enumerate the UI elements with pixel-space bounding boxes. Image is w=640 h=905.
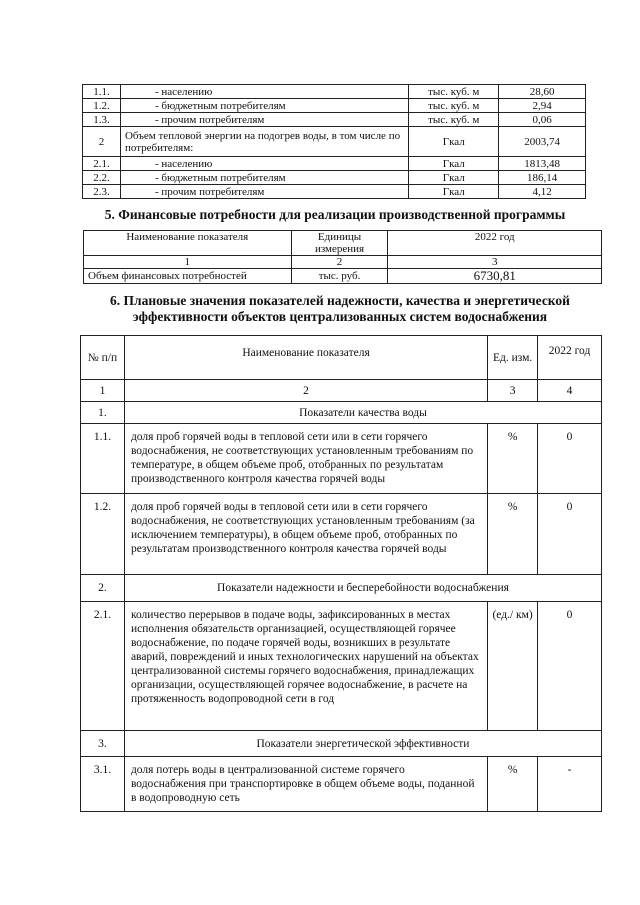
row-unit: тыс. куб. м (409, 113, 499, 127)
section-number: 2. (81, 575, 125, 602)
row-number: 1.2. (83, 99, 121, 113)
section-title: Показатели надежности и бесперебойности водоснабжения (124, 575, 601, 602)
row-unit: тыс. куб. м (409, 99, 499, 113)
row-value: 0 (538, 424, 602, 494)
section-number: 3. (81, 731, 125, 757)
table-row (83, 171, 586, 185)
water-volume-table (82, 84, 586, 199)
section-6-title: 6. Плановые значения показателей надежности, качества и энергетической эффективности объектов централизованных систем водоснабжения (110, 293, 570, 324)
row-value: 1813,48 (499, 157, 586, 171)
row-number: 3.1. (81, 757, 125, 812)
row-value: 0 (538, 602, 602, 731)
section-number: 1. (81, 402, 125, 424)
column-header-name: Наименование показателя (84, 231, 292, 256)
row-number: 2 (83, 127, 121, 157)
row-number: 1.3. (83, 113, 121, 127)
column-index: 4 (538, 380, 602, 402)
row-number: 1.2. (81, 494, 125, 575)
column-index: 1 (81, 380, 125, 402)
index-row (81, 380, 602, 402)
row-number: 2.1. (81, 602, 125, 731)
row-name: - населению (120, 157, 408, 171)
section-row (81, 402, 602, 424)
row-value: 28,60 (499, 85, 586, 99)
header-row (84, 231, 602, 256)
column-header-name: Наименование показателя (124, 336, 487, 380)
row-unit: % (488, 757, 538, 812)
row-name: - населению (120, 85, 408, 99)
column-index: 3 (388, 256, 602, 269)
row-unit: тыс. руб. (291, 269, 388, 284)
table-row (84, 269, 602, 284)
column-header-num: № п/п (81, 336, 125, 380)
column-header-unit: Ед. изм. (488, 336, 538, 380)
column-header-year: 2022 год (388, 231, 602, 256)
table-row (81, 424, 602, 494)
row-unit: (ед./ км) (488, 602, 538, 731)
row-text: количество перерывов в подаче воды, зафиксированных в местах исполнения обязательств организацией, осуществляющей горячее водоснабжение, по подаче горячей воды, возникших в результате аварий, повреждений и иных технологических нарушений на объектах централизованной системы горячего водоснабжения, принадлежащих организации, осуществляющей горячее водоснабжение, в расчете на протяженность водопроводной сети в год (124, 602, 487, 731)
table-row (83, 113, 586, 127)
indicators-table (80, 335, 602, 812)
header-row (81, 336, 602, 380)
row-text: доля потерь воды в централизованной системе горячего водоснабжения при транспортировке в общем объеме воды, поданной в водопроводную сеть (124, 757, 487, 812)
row-name: Объем финансовых потребностей (84, 269, 292, 284)
row-value: 6730,81 (388, 269, 602, 284)
row-unit: Гкал (409, 127, 499, 157)
section-row (81, 731, 602, 757)
row-name: - прочим потребителям (120, 113, 408, 127)
row-name: - бюджетным потребителям (120, 99, 408, 113)
index-row (84, 256, 602, 269)
row-name: - бюджетным потребителям (120, 171, 408, 185)
row-text: доля проб горячей воды в тепловой сети или в сети горячего водоснабжения, не соответствующих установленным требованиям (за исключением температуры), в общем объеме проб, отобранных по результатам производственного контроля качества горячей воды (124, 494, 487, 575)
row-number: 1.1. (81, 424, 125, 494)
row-text: доля проб горячей воды в тепловой сети или в сети горячего водоснабжения, не соответствующих установленным требованиям по температуре, в общем объеме проб, отобранных по результатам производственного контроля качества горячей воды (124, 424, 487, 494)
table-row (83, 127, 586, 157)
financial-needs-table (83, 230, 602, 284)
row-unit: тыс. куб. м (409, 85, 499, 99)
row-unit: % (488, 424, 538, 494)
table-row (81, 494, 602, 575)
row-number: 2.1. (83, 157, 121, 171)
section-row (81, 575, 602, 602)
table-row (81, 602, 602, 731)
row-unit: % (488, 494, 538, 575)
row-number: 2.3. (83, 185, 121, 199)
column-header-year: 2022 год (538, 336, 602, 380)
table-row (83, 185, 586, 199)
row-value: - (538, 757, 602, 812)
row-value: 186,14 (499, 171, 586, 185)
row-number: 2.2. (83, 171, 121, 185)
section-5-title: 5. Финансовые потребности для реализации производственной программы (104, 207, 566, 222)
column-index: 2 (291, 256, 388, 269)
column-index: 3 (488, 380, 538, 402)
column-index: 1 (84, 256, 292, 269)
column-index: 2 (124, 380, 487, 402)
row-unit: Гкал (409, 171, 499, 185)
row-unit: Гкал (409, 185, 499, 199)
table-row (83, 157, 586, 171)
row-name: - прочим потребителям (120, 185, 408, 199)
row-value: 2003,74 (499, 127, 586, 157)
section-title: Показатели энергетической эффективности (124, 731, 601, 757)
row-value: 0,06 (499, 113, 586, 127)
section-title: Показатели качества воды (124, 402, 601, 424)
row-value: 0 (538, 494, 602, 575)
row-number: 1.1. (83, 85, 121, 99)
row-value: 4,12 (499, 185, 586, 199)
row-unit: Гкал (409, 157, 499, 171)
column-header-unit: Единицы измерения (291, 231, 388, 256)
table-row (81, 757, 602, 812)
table-row (83, 85, 586, 99)
row-value: 2,94 (499, 99, 586, 113)
row-name: Объем тепловой энергии на подогрев воды, в том числе по потребителям: (120, 127, 408, 157)
table-row (83, 99, 586, 113)
